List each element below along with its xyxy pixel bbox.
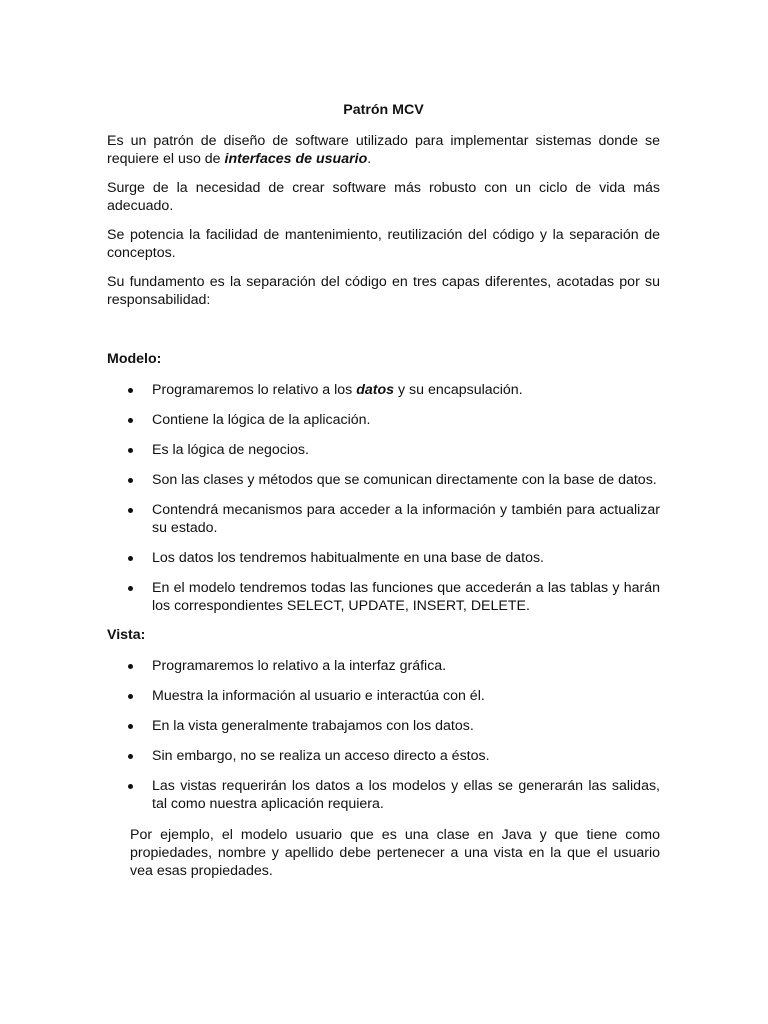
bullet-icon (128, 388, 133, 393)
vista-list-item (107, 687, 660, 705)
intro-paragraph-1-emphasis: interfaces de usuario (224, 151, 368, 167)
modelo-item-1-text: Programaremos lo relativo a los (152, 382, 357, 398)
intro-paragraph-3: Se potencia la facilidad de mantenimiento, reutilización del código y la separación de conceptos. (107, 227, 660, 261)
bullet-icon (128, 754, 133, 759)
vista-item-2-text: Muestra la información al usuario e interactúa con él. (152, 688, 485, 704)
intro-paragraph-1-text: Es un patrón de diseño de software utilizado para implementar sistemas donde se requiere el uso de (107, 133, 660, 167)
bullet-icon (128, 418, 133, 423)
bullet-icon (128, 664, 133, 669)
modelo-item-1-end: y su encapsulación. (394, 382, 523, 398)
modelo-list (107, 381, 660, 615)
bullet-icon (128, 448, 133, 453)
bullet-icon (128, 694, 133, 699)
vista-example-paragraph: Por ejemplo, el modelo usuario que es una clase en Java y que tiene como propiedades, nombre y apellido debe pertenecer a una vista en la que el usuario vea esas propiedades. (130, 827, 660, 879)
bullet-icon (128, 784, 133, 789)
modelo-list-item (107, 501, 660, 537)
intro-paragraph-1 (107, 132, 660, 168)
vista-item-5-text: Las vistas requerirán los datos a los modelos y ellas se generarán las salidas, tal como nuestra aplicación requiera. (152, 778, 660, 812)
modelo-list-item (107, 381, 660, 399)
document-title: Patrón MCV (343, 102, 424, 118)
modelo-list-item (107, 549, 660, 567)
modelo-list-item (107, 441, 660, 459)
vista-heading: Vista: (107, 627, 146, 643)
modelo-item-7-text: En el modelo tendremos todas las funciones que accederán a las tablas y harán los correspondientes SELECT, UPDATE, INSERT, DELETE. (152, 580, 660, 614)
modelo-item-3-text: Es la lógica de negocios. (152, 442, 309, 458)
vista-list-item (107, 747, 660, 765)
bullet-icon (128, 586, 133, 591)
vista-list (107, 657, 660, 813)
modelo-heading: Modelo: (107, 351, 162, 367)
modelo-item-1-emphasis: datos (356, 382, 395, 398)
modelo-list-item (107, 411, 660, 429)
bullet-icon (128, 556, 133, 561)
vista-list-item (107, 717, 660, 735)
modelo-list-item (107, 471, 660, 489)
bullet-icon (128, 724, 133, 729)
document-page (107, 101, 660, 880)
modelo-item-4-text: Son las clases y métodos que se comunican directamente con la base de datos. (152, 472, 657, 488)
vista-item-1-text: Programaremos lo relativo a la interfaz gráfica. (152, 658, 447, 674)
intro-paragraph-2: Surge de la necesidad de crear software más robusto con un ciclo de vida más adecuado. (107, 180, 660, 214)
modelo-item-6-text: Los datos los tendremos habitualmente en una base de datos. (152, 550, 544, 566)
modelo-item-2-text: Contiene la lógica de la aplicación. (152, 412, 371, 428)
vista-item-3-text: En la vista generalmente trabajamos con los datos. (152, 718, 474, 734)
intro-paragraph-4: Su fundamento es la separación del código en tres capas diferentes, acotadas por su responsabilidad: (107, 274, 660, 308)
vista-item-4-text: Sin embargo, no se realiza un acceso directo a éstos. (152, 748, 490, 764)
vista-list-item (107, 657, 660, 675)
modelo-list-item (107, 579, 660, 615)
bullet-icon (128, 508, 133, 513)
intro-paragraph-1-end: . (367, 151, 372, 167)
modelo-item-5-text: Contendrá mecanismos para acceder a la información y también para actualizar su estado. (152, 502, 660, 536)
vista-list-item (107, 777, 660, 813)
bullet-icon (128, 478, 133, 483)
